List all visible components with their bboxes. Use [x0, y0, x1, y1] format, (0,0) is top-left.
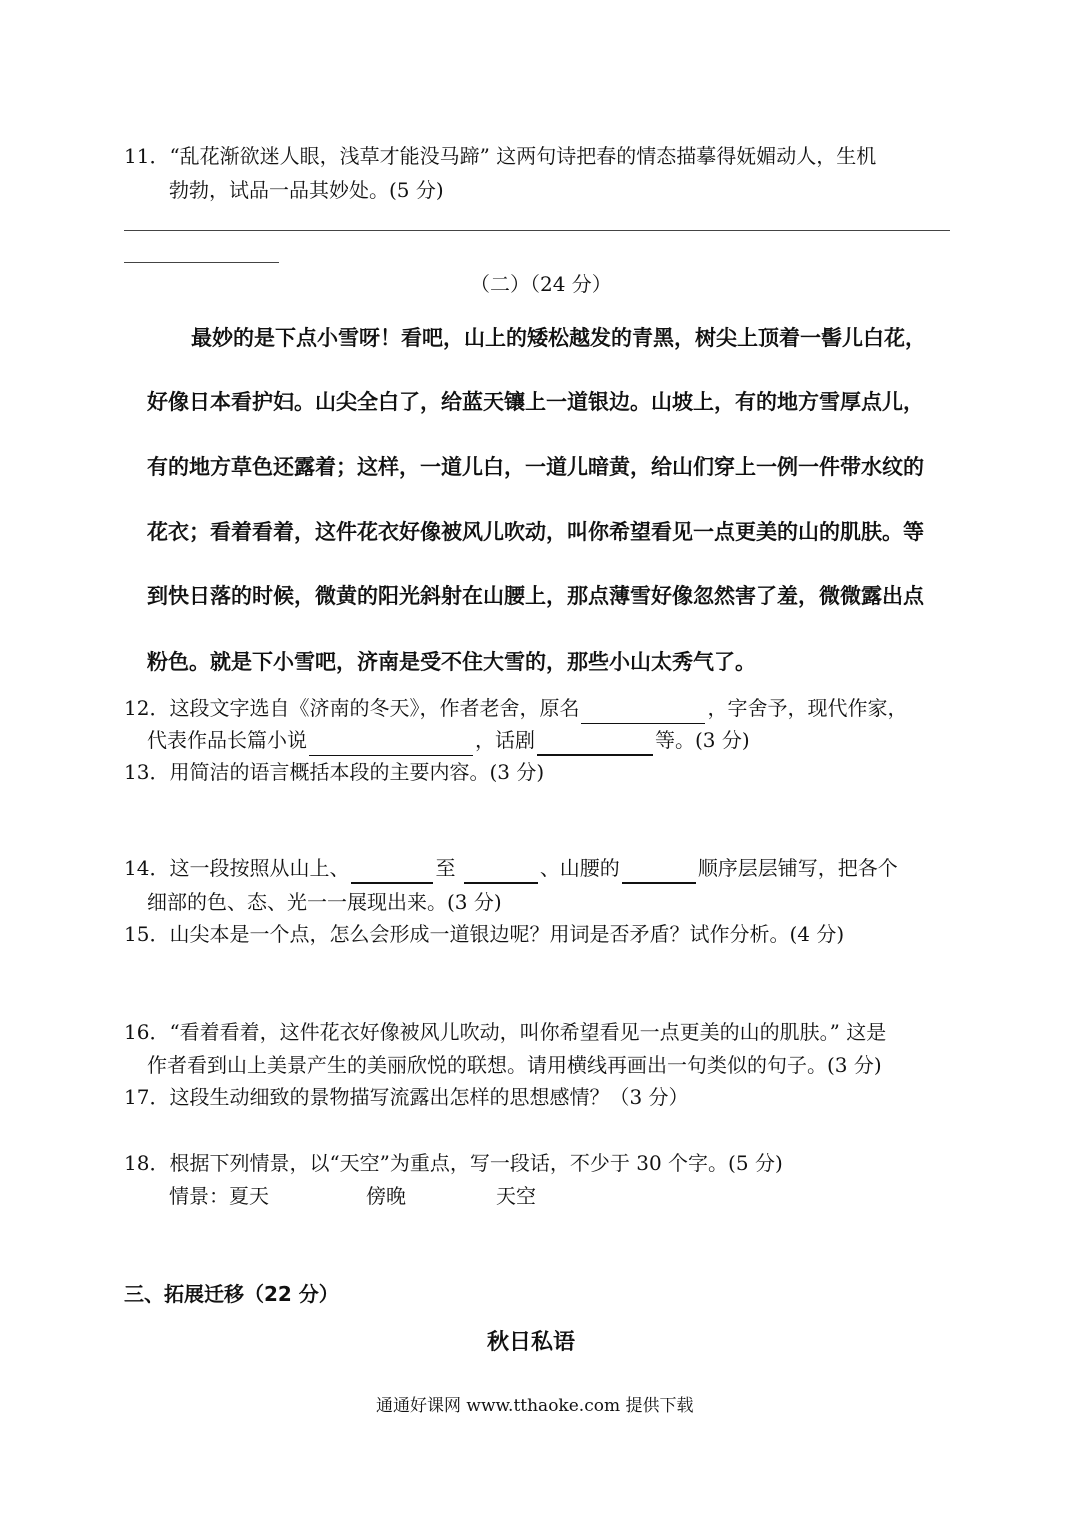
passage-line: 最妙的是下点小雪呀！看吧，山上的矮松越发的青黑，树尖上顶着一髻儿白花， [191, 326, 926, 350]
q18-scene-2: 傍晚 [366, 1184, 406, 1208]
section3-header: 三、拓展迁移（22 分） [124, 1282, 339, 1306]
q14-text: 、山腰的 [539, 856, 620, 880]
q13: 13．用简洁的语言概括本段的主要内容。(3 分) [124, 760, 545, 784]
q14-line2: 细部的色、态、光一一展现出来。(3 分) [147, 890, 502, 914]
article-title: 秋日私语 [487, 1330, 576, 1355]
q12-line1 [124, 692, 907, 724]
passage-line: 花衣；看着看着，这件花衣好像被风儿吹动，叫你希望看见一点更美的山的肌肤。等 [147, 520, 924, 544]
order-blank-2[interactable] [464, 860, 538, 884]
q12-text: 12．这段文字选自《济南的冬天》，作者老舍，原名 [124, 696, 580, 720]
novel-blank[interactable] [309, 733, 473, 756]
q14-text: 14．这一段按照从山上、 [124, 856, 350, 880]
q14-text: 顺序层层铺写，把各个 [697, 856, 898, 880]
section2-header: （二）（24 分） [470, 272, 612, 296]
answer-line[interactable] [124, 230, 950, 231]
q11-line1: 11．“乱花渐欲迷人眼，浅草才能没马蹄” 这两句诗把春的情态描摹得妩媚动人，生机 [124, 144, 877, 168]
q17: 17．这段生动细致的景物描写流露出怎样的思想感情？（3 分） [124, 1085, 689, 1109]
page-footer: 通通好课网 www.tthaoke.com 提供下载 [376, 1396, 694, 1416]
q12-text: 代表作品长篇小说 [147, 728, 307, 752]
q14-text: 至 [435, 856, 456, 880]
order-blank-1[interactable] [351, 860, 433, 884]
passage-line: 好像日本看护妇。山尖全白了，给蓝天镶上一道银边。山坡上，有的地方雪厚点儿， [147, 390, 924, 414]
drama-blank[interactable] [537, 732, 653, 756]
passage-line: 到快日落的时候，微黄的阳光斜射在山腰上，那点薄雪好像忽然害了羞，微微露出点 [147, 584, 924, 608]
answer-line[interactable] [124, 262, 279, 263]
q14-line1 [124, 852, 898, 884]
q12-text: ，话剧 [475, 728, 535, 752]
q16-line1: 16．“看着看着，这件花衣好像被风儿吹动，叫你希望看见一点更美的山的肌肤。” 这是 [124, 1020, 887, 1044]
passage-line: 有的地方草色还露着；这样，一道儿白，一道儿暗黄，给山们穿上一例一件带水纹的 [147, 455, 924, 479]
q11-line2: 勃勃，试品一品其妙处。(5 分) [169, 178, 444, 202]
q18-scene-3: 天空 [496, 1184, 536, 1208]
q18-line1: 18．根据下列情景，以“天空”为重点，写一段话，不少于 30 个字。(5 分) [124, 1151, 783, 1175]
original-name-blank[interactable] [581, 701, 705, 724]
q12-line2 [147, 724, 750, 756]
q12-text: ，字舍予，现代作家， [707, 696, 908, 720]
order-blank-3[interactable] [622, 860, 696, 884]
passage-line: 粉色。就是下小雪吧，济南是受不住大雪的，那些小山太秀气了。 [147, 650, 756, 674]
q12-text: 等。(3 分) [655, 728, 750, 752]
q15: 15．山尖本是一个点，怎么会形成一道银边呢？用词是否矛盾？试作分析。(4 分) [124, 922, 845, 946]
q16-line2: 作者看到山上美景产生的美丽欣悦的联想。请用横线再画出一句类似的句子。(3 分) [147, 1053, 882, 1077]
q18-scene-label: 情景：夏天 [169, 1184, 269, 1208]
